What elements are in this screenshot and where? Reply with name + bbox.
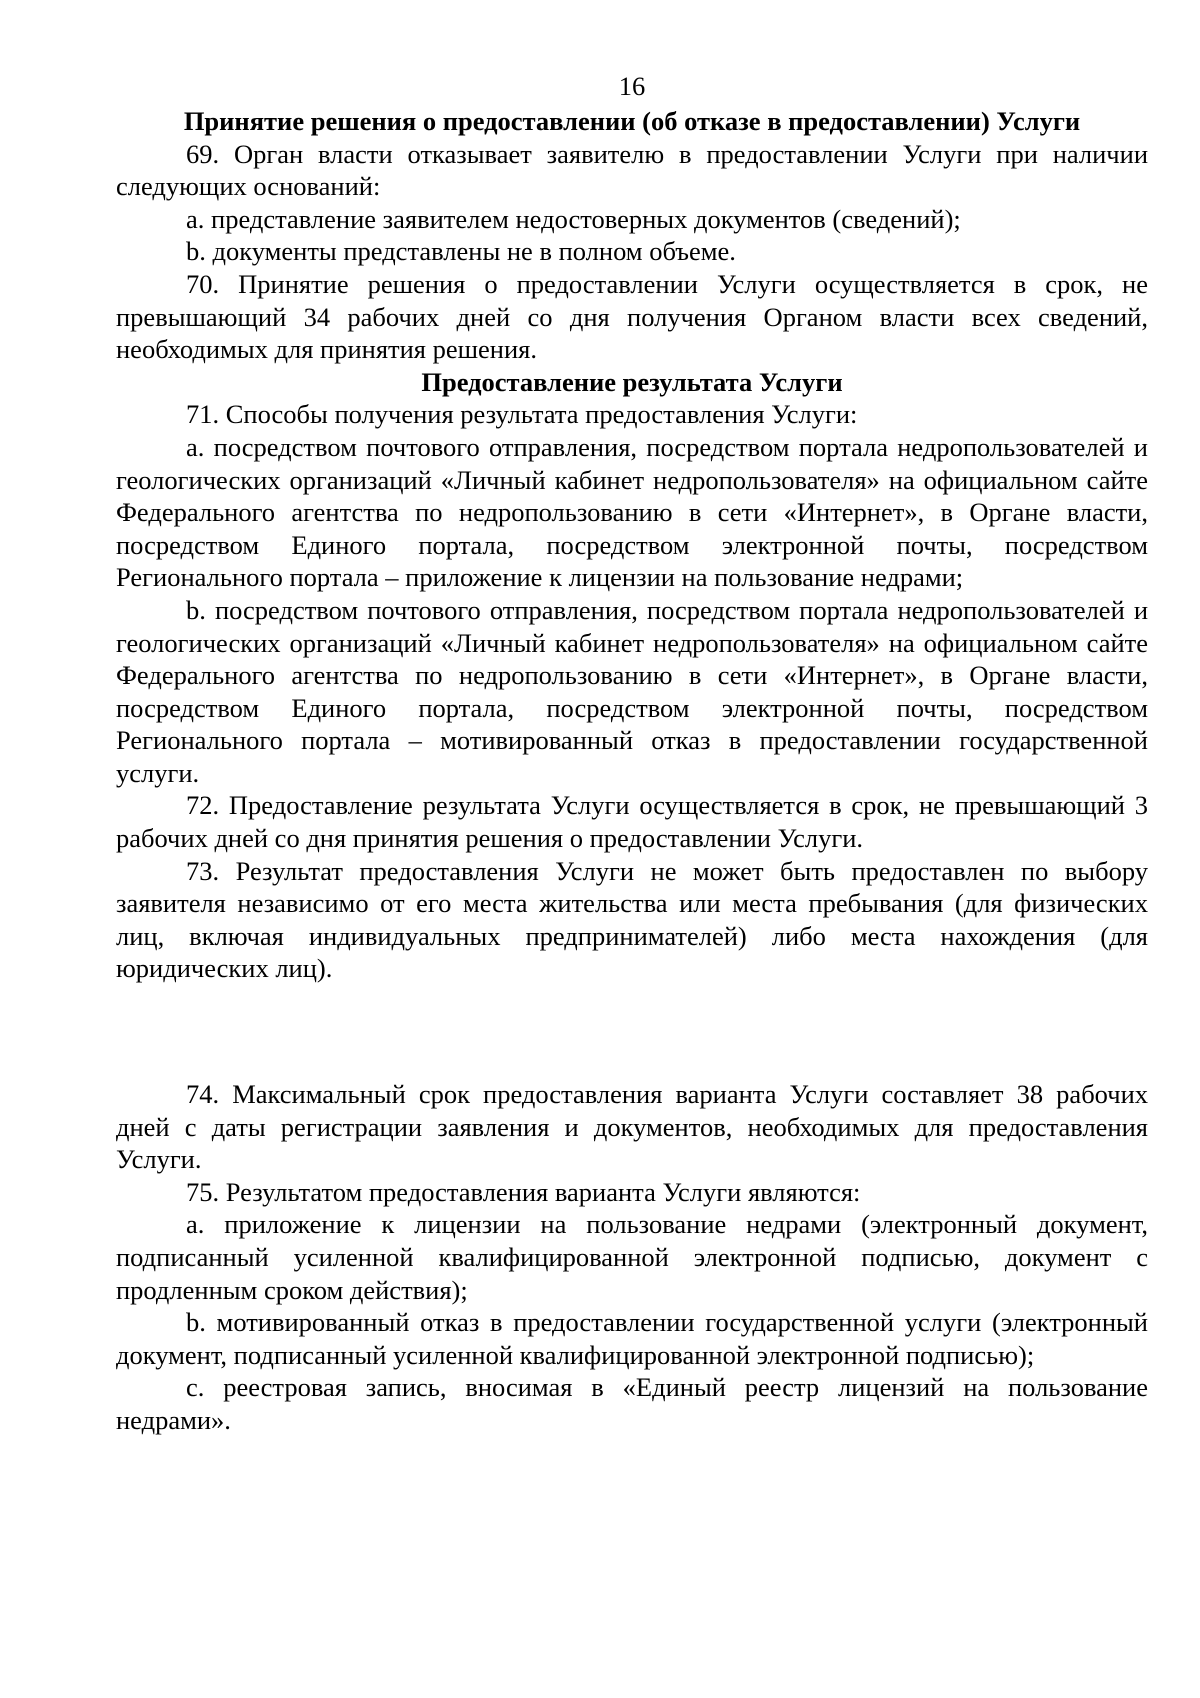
paragraph-72: 72. Предоставление результата Услуги осуществляется в срок, не превышающий 3 рабочих дней со дня принятия решения о предоставлении Услуги.	[116, 790, 1148, 854]
list-item-69a: a. представление заявителем недостоверных документов (сведений);	[186, 203, 961, 234]
list-item-75b: b. мотивированный отказ в предоставлении государственной услуги (электронный документ, подписанный усиленной квалифицированной электронной подписью);	[116, 1307, 1148, 1370]
paragraph-69: 69. Орган власти отказывает заявителю в предоставлении Услуги при наличии следующих оснований:	[116, 138, 1148, 202]
list-item-71b: b. посредством почтового отправления, посредством портала недропользователей и геологических организаций «Личный кабинет недропользователя» на официальном сайте Федерального агентства по недропользованию в сети «Интернет», в Органе власти, посредством Единого портала, посредством электронной почты, посредством Регионального портала – мотивированный отказ в предоставлении государственной услуги.	[116, 594, 1148, 788]
document-page	[116, 70, 1148, 1437]
paragraph-71: 71. Способы получения результата предоставления Услуги:	[186, 399, 858, 430]
page-number: 16	[618, 71, 646, 101]
section-heading-decision: Принятие решения о предоставлении (об отказе в предоставлении) Услуги	[183, 106, 1081, 136]
list-item-75a: a. приложение к лицензии на пользование недрами (электронный документ, подписанный усиленной квалифицированной электронной подписью, документ с продленным сроком действия);	[116, 1209, 1148, 1305]
paragraph-73: 73. Результат предоставления Услуги не может быть предоставлен по выбору заявителя независимо от его места жительства или места пребывания (для физических лиц, включая индивидуальных предпринимателей) либо места нахождения (для юридических лиц).	[116, 855, 1148, 984]
blank-gap	[116, 985, 1148, 1078]
list-item-69b: b. документы представлены не в полном объеме.	[186, 236, 736, 267]
paragraph-70: 70. Принятие решения о предоставлении Услуги осуществляется в срок, не превышающий 34 рабочих дней со дня получения Органом власти всех сведений, необходимых для принятия решения.	[116, 268, 1148, 365]
list-item-75c: c. реестровая запись, вносимая в «Единый реестр лицензий на пользование недрами».	[116, 1372, 1148, 1435]
paragraph-75: 75. Результатом предоставления варианта Услуги являются:	[186, 1176, 861, 1207]
section-heading-result: Предоставление результата Услуги	[421, 366, 843, 397]
list-item-71a: a. посредством почтового отправления, посредством портала недропользователей и геологических организаций «Личный кабинет недропользователя» на официальном сайте Федерального агентства по недропользованию в сети «Интернет», в Органе власти, посредством Единого портала, посредством электронной почты, посредством Регионального портала – приложение к лицензии на пользование недрами;	[116, 431, 1148, 593]
paragraph-74: 74. Максимальный срок предоставления варианта Услуги составляет 38 рабочих дней с даты регистрации заявления и документов, необходимых для предоставления Услуги.	[116, 1079, 1148, 1175]
